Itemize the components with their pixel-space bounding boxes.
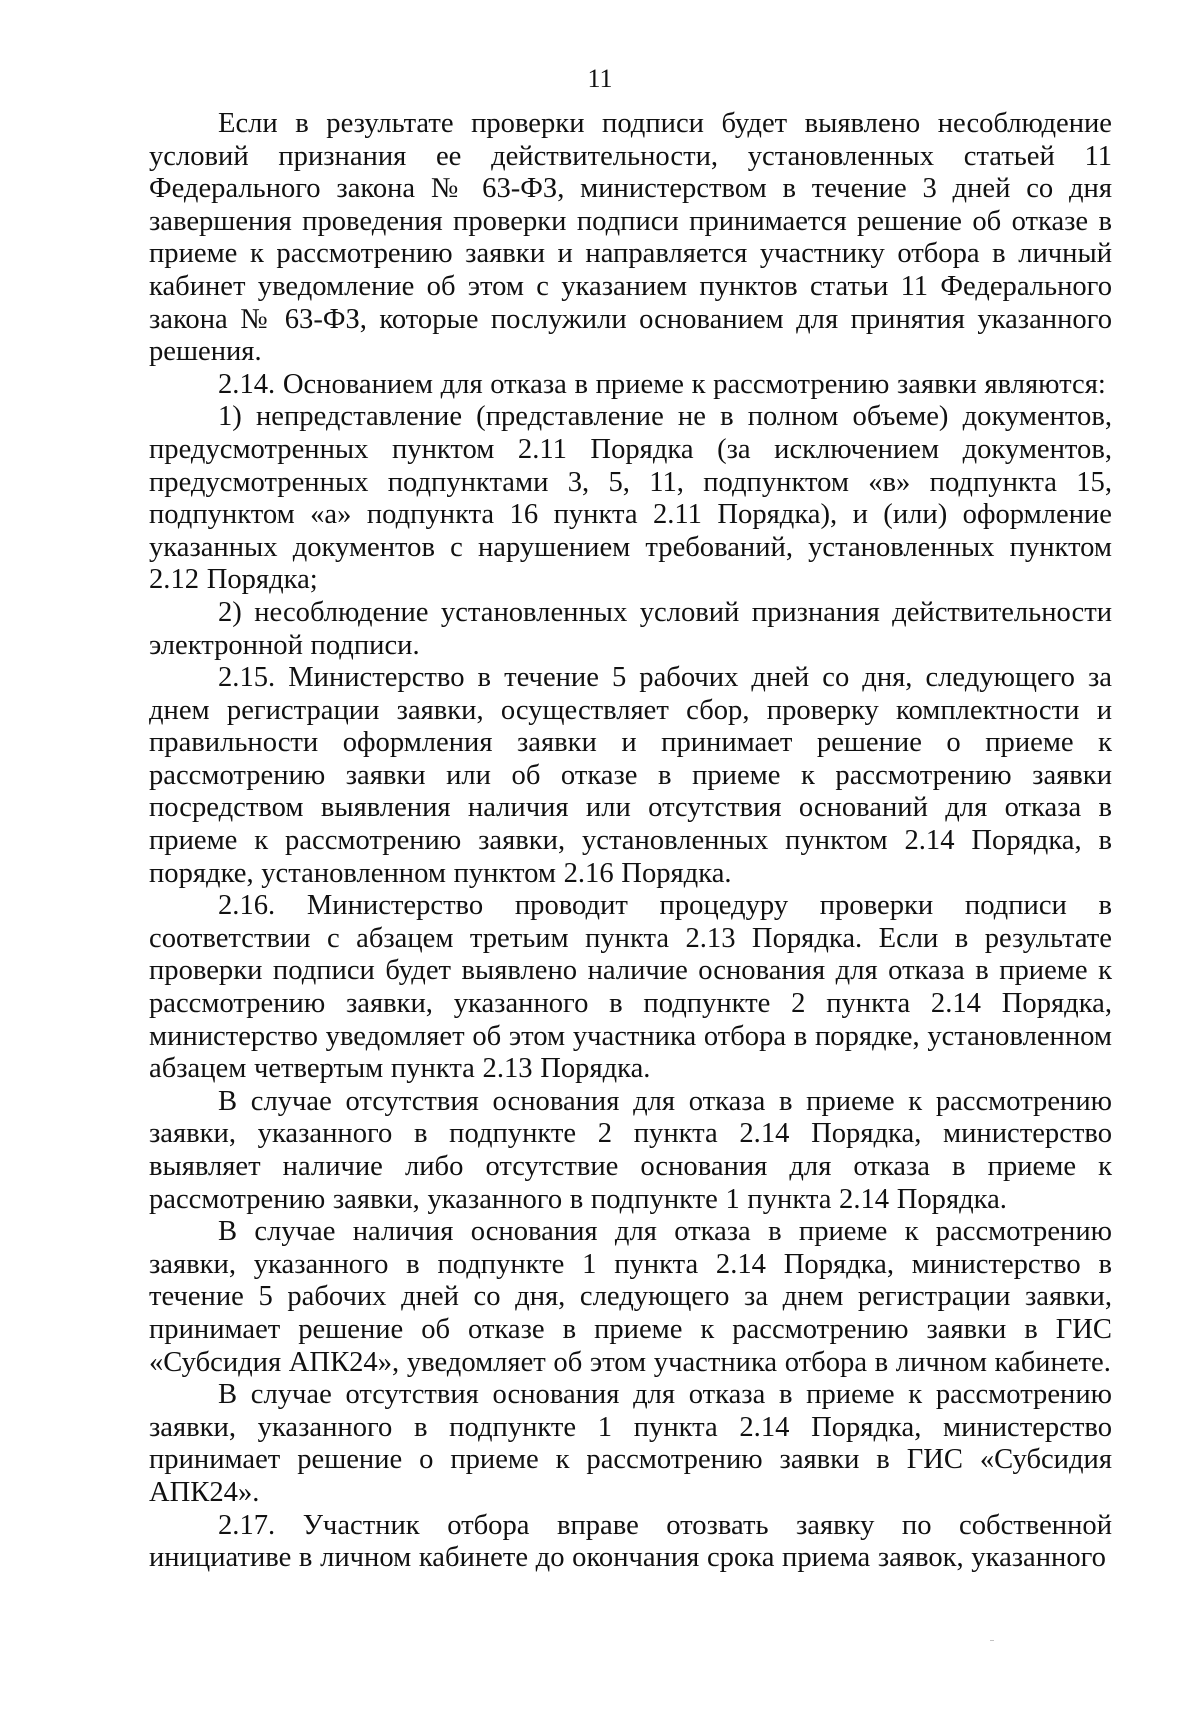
paragraph-2-15: 2.15. Министерство в течение 5 рабочих дней со дня, следующего за днем регистрации заявки, осуществляет сбор, проверку комплектности и правильности оформления заявки и принимает решение о приеме к рассмотрению заявки или об отказе в приеме к рассмотрению заявки посредством выявления наличия или отсутствия оснований для отказа в приеме к рассмотрению заявки, установленных пунктом 2.14 Порядка, в порядке, установленном пунктом 2.16 Порядка. xyxy=(149,662,1112,889)
paragraph-2-14-item-2: 2) несоблюдение установленных условий признания действительности электронной подписи. xyxy=(149,596,1112,661)
paragraph-2-16: 2.16. Министерство проводит процедуру проверки подписи в соответствии с абзацем третьим пункта 2.13 Порядка. Если в результате проверки подписи будет выявлено наличие основания для отказа в приеме к рассмотрению заявки, указанного в подпункте 2 пункта 2.14 Порядка, министерство уведомляет об этом участника отбора в порядке, установленном абзацем четвертым пункта 2.13 Порядка. xyxy=(149,890,1112,1085)
document-body xyxy=(149,108,1112,1575)
page-number: 11 xyxy=(587,64,613,93)
paragraph-2-14: 2.14. Основанием для отказа в приеме к рассмотрению заявки являются: xyxy=(218,368,1106,400)
paragraph-2-16-presence-subitem-1: В случае наличия основания для отказа в приеме к рассмотрению заявки, указанного в подпункте 1 пункта 2.14 Порядка, министерство в течение 5 рабочих дней со дня, следующего за днем регистрации заявки, принимает решение об отказе в приеме к рассмотрению заявки в ГИС «Субсидия АПК24», уведомляет об этом участника отбора в личном кабинете. xyxy=(149,1216,1112,1378)
paragraph-2-14-item-1: 1) непредставление (представление не в полном объеме) документов, предусмотренных пунктом 2.11 Порядка (за исключением документов, предусмотренных подпунктами 3, 5, 11, подпунктом «в» подпункта 15, подпунктом «а» подпункта 16 пункта 2.11 Порядка), и (или) оформление указанных документов с нарушением требований, установленных пунктом 2.12 Порядка; xyxy=(149,401,1112,596)
scan-artifact xyxy=(990,1640,994,1641)
paragraph-2-17: 2.17. Участник отбора вправе отозвать заявку по собственной инициативе в личном кабинете до окончания срока приема заявок, указанного xyxy=(149,1509,1112,1574)
paragraph-2-16-absence-subitem-2: В случае отсутствия основания для отказа в приеме к рассмотрению заявки, указанного в подпункте 2 пункта 2.14 Порядка, министерство выявляет наличие либо отсутствие основания для отказа в приеме к рассмотрению заявки, указанного в подпункте 1 пункта 2.14 Порядка. xyxy=(149,1085,1112,1215)
paragraph-signature-check: Если в результате проверки подписи будет выявлено несоблюдение условий признания ее действительности, установленных статьей 11 Федерального закона № 63-ФЗ, министерством в течение 3 дней со дня завершения проведения проверки подписи принимается решение об отказе в приеме к рассмотрению заявки и направляется участнику отбора в личный кабинет уведомление об этом с указанием пунктов статьи 11 Федерального закона № 63-ФЗ, которые послужили основанием для принятия указанного решения. xyxy=(149,108,1112,368)
paragraph-2-16-absence-subitem-1: В случае отсутствия основания для отказа в приеме к рассмотрению заявки, указанного в подпункте 1 пункта 2.14 Порядка, министерство принимает решение о приеме к рассмотрению заявки в ГИС «Субсидия АПК24». xyxy=(149,1379,1112,1508)
